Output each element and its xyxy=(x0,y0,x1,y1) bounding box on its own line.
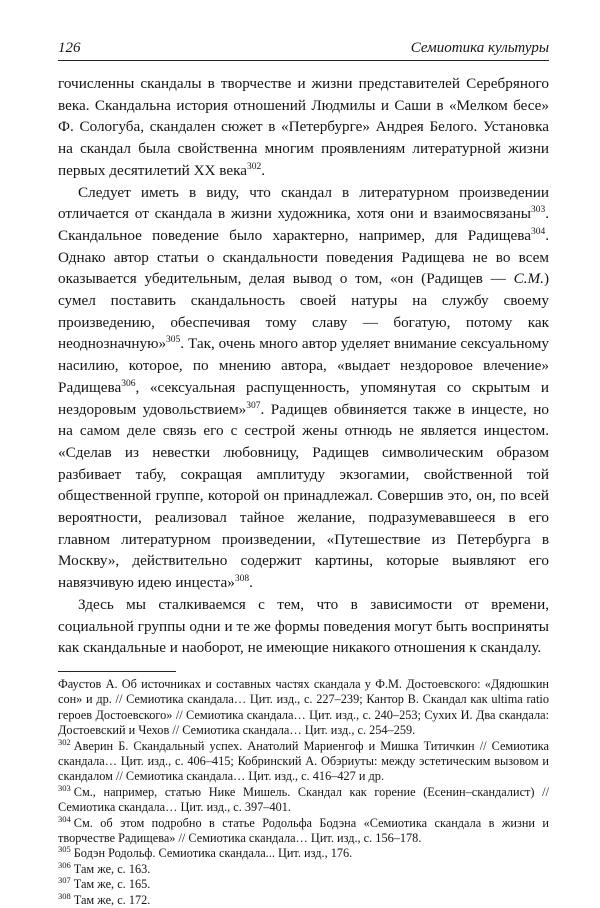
footnote-number: 304 xyxy=(58,813,71,824)
footnote xyxy=(58,677,549,739)
footnote-separator xyxy=(58,671,176,672)
text-run: . Однако автор статьи о скандальности поведения Радищева не во всем оказывается убедительным, делая вывод о том, «он (Радищев — xyxy=(58,226,549,288)
footnote xyxy=(58,782,549,816)
text-run: . Радищев обвиняется также в инцесте, но на самом деле связь его с сестрой жены отнюдь не является инцестом. «Сделав из невестки любовницу, Радищев символическим образом разбивает табу, сокращая амплитуду экзогамии, свойственной той общественной группе, которой он принадлежал. Совершив это, он, по всей вероятности, реализовал тайное желание, подразумевавшееся в его главном литературном произведении, «Путешествие из Петербурга в Москву», действительно содержит картины, которые выявляют его навязчивую идею инцеста» xyxy=(58,400,549,592)
footnote-number: 302 xyxy=(58,736,71,747)
footnote-text: См. об этом подробно в статье Родольфа Бодэна «Семиотика скандала в жизни и творчестве Радищева» // Семиотика скандала… Цит. изд., с. 156–178. xyxy=(58,815,549,846)
footnote-text: См., например, статью Нике Мишель. Скандал как горение (Есенин–скандалист) // Семиотика скандала… Цит. изд., с. 397–401. xyxy=(58,784,549,815)
footnote-text: Там же, с. 163. xyxy=(73,861,151,876)
text-run: ) сумел поставить скандальность своей натуры на службу своему произведению, обеспечивая тому славу — богатую, потому как неоднозначную» xyxy=(58,270,549,353)
footnote xyxy=(58,813,549,847)
footnote-reference[interactable]: 302 xyxy=(247,161,262,172)
book-page xyxy=(58,38,549,908)
text-run: , «сексуальная распущенность, упомянутая со скрытым и нездоровым удовольствием» xyxy=(58,378,549,418)
footnote xyxy=(58,877,549,892)
text-run: . xyxy=(261,161,266,179)
footnote xyxy=(58,859,549,877)
footnote-reference[interactable]: 303 xyxy=(530,205,546,216)
text-run: . Скандальное поведение было характерно, например, для Радищева xyxy=(58,205,549,244)
footnote-text: Бодэн Родольф. Семиотика скандала... Цит. изд., 176. xyxy=(73,846,353,861)
footnote-number: 307 xyxy=(58,875,71,886)
text-run: . Так, очень много автор уделяет внимание сексуальному насилию, которое, по мнению автора, «выдает нездоровое влечение» Радищева xyxy=(58,335,549,396)
page-number: 126 xyxy=(58,40,81,56)
footnote-reference[interactable]: 308 xyxy=(234,574,250,585)
footnote xyxy=(58,890,549,908)
footnotes xyxy=(58,677,549,908)
footnote xyxy=(58,736,549,785)
italic-text: С.М. xyxy=(513,270,544,288)
footnote-number: 306 xyxy=(58,859,71,870)
running-header xyxy=(58,38,549,61)
text-run: Здесь мы сталкиваемся с тем, что в зависимости от времени, социальной группы одни и те же формы поведения могут быть восприняты как скандальные и наоборот, не имеющие никакого отношения к скандалу. xyxy=(58,595,549,657)
running-title: Семиотика культуры xyxy=(410,40,549,56)
footnote-number: 303 xyxy=(58,782,71,793)
text-run: гочисленны скандалы в творчестве и жизни представителей Серебряного века. Скандальна история отношений Людмилы и Саши в «Мелком бесе» Ф. Сологуба, скандален сюжет в «Петербурге» Андрея Белого. Установка на скандал была свойственна многим проявлениям литературной жизни первых десятилетий XX века xyxy=(58,75,549,179)
footnote-number: 308 xyxy=(58,890,71,901)
text-run: . xyxy=(249,574,253,592)
footnote-reference[interactable]: 305 xyxy=(166,335,181,346)
footnote-reference[interactable]: 306 xyxy=(121,378,136,389)
text-run: Следует иметь в виду, что скандал в литературном произведении отличается от скандала в жизни художника, хотя они и взаимосвязаны xyxy=(58,183,549,223)
footnote-number: 305 xyxy=(58,844,71,855)
paragraph xyxy=(58,73,549,182)
paragraph xyxy=(58,182,549,594)
footnote-text: Там же, с. 165. xyxy=(73,877,151,892)
footnote-text: Там же, с. 172. xyxy=(73,892,151,907)
footnote-text: Фаустов А. Об источниках и составных частях скандала у Ф.М. Достоевского: «Дядюшкин сон» и др. // Семиотика скандала… Цит. изд., с. 227–239; Кантор В. Скандал как ultima ratio героев Достоевского» // Семиотика скандала… Цит. изд., с. 240–253; Сухих И. Два скандала: Достоевский и Чехов // Семиотика скандала… Цит. изд., с. 254–259. xyxy=(58,676,549,738)
paragraph xyxy=(58,594,549,659)
footnote-reference[interactable]: 304 xyxy=(530,226,546,237)
footnote xyxy=(58,846,549,861)
footnote-text: Аверин Б. Скандальный успех. Анатолий Мариенгоф и Мишка Титичкин // Семиотика скандала… Цит. изд., с. 406–415; Кобринский А. Обэриуты: между эстетическим вызовом и скандалом // Семиотика скандала… Цит. изд., с. 416–427 и др. xyxy=(58,738,549,784)
main-text xyxy=(58,73,549,659)
footnote-reference[interactable]: 307 xyxy=(246,400,261,411)
